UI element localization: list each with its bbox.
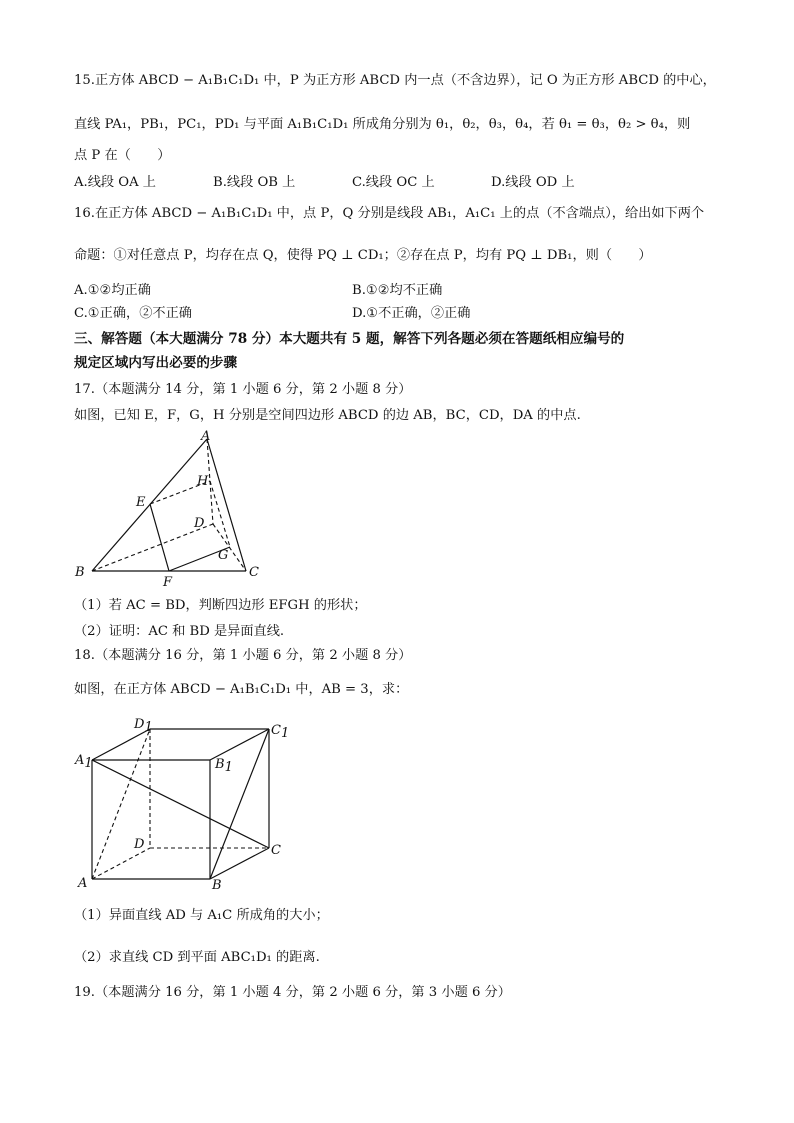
label-d1: D1 [134, 717, 153, 735]
q16-option-c: C.①正确，②不正确 [74, 306, 192, 321]
diagonal-bc1 [210, 729, 269, 879]
q17-part-1: （1）若 AC = BD，判断四边形 EFGH 的形状； [74, 598, 367, 613]
label-d: D [134, 837, 145, 852]
q17-stem: 如图，已知 E，F，G，H 分别是空间四边形 ABCD 的边 AB，BC，CD，DA 的中点. [74, 408, 581, 423]
q18-header: 18.（本题满分 16 分，第 1 小题 6 分，第 2 小题 8 分） [74, 648, 412, 663]
q17-part-2: （2）证明：AC 和 BD 是异面直线. [74, 624, 285, 639]
label-f: F [163, 575, 173, 590]
section-3-heading-cont: 规定区域内写出必要的步骤 [74, 355, 238, 371]
q15-option-b: B.线段 OB 上 [213, 175, 296, 190]
q16-option-a: A.①②均正确 [74, 283, 151, 298]
q16-line-1: 16.在正方体 ABCD − A₁B₁C₁D₁ 中，点 P，Q 分别是线段 AB₁，A₁C₁ 上的点（不含端点），给出如下两个 [74, 206, 705, 221]
q15-option-d: D.线段 OD 上 [491, 175, 575, 190]
label-b: B [75, 565, 85, 580]
label-b: B [212, 878, 222, 893]
q18-stem: 如图，在正方体 ABCD − A₁B₁C₁D₁ 中，AB = 3，求： [74, 682, 409, 697]
q15-line-2: 直线 PA₁，PB₁，PC₁，PD₁ 与平面 A₁B₁C₁D₁ 所成角分别为 θ₁，θ₂，θ₃，θ₄，若 θ₁ = θ₃，θ₂ > θ₄，则 [74, 117, 691, 132]
segment-hg [210, 481, 230, 547]
q15-line-1: 15.正方体 ABCD − A₁B₁C₁D₁ 中，P 为正方形 ABCD 内一点（不含边界），记 O 为正方形 ABCD 的中心， [74, 73, 716, 88]
q17-tetrahedron-figure [70, 428, 270, 590]
edge-a1d1 [92, 729, 150, 760]
diagonal-ad1 [92, 729, 150, 879]
label-c: C [249, 565, 259, 580]
q15-line-3: 点 P 在（ ） [74, 148, 171, 163]
q15-option-c: C.线段 OC 上 [352, 175, 435, 190]
q16-line-2: 命题：①对任意点 P，均存在点 Q，使得 PQ ⊥ CD₁；②存在点 P，均有 PQ ⊥ DB₁，则（ ） [74, 248, 652, 263]
label-a: A [201, 429, 211, 444]
section-3-heading: 三、解答题（本大题满分 78 分）本大题共有 5 题，解答下列各题必须在答题纸相应编号的 [74, 331, 625, 347]
q16-option-d: D.①不正确，②正确 [352, 306, 471, 321]
diagonal-a1c [92, 760, 269, 848]
edge-ad [92, 848, 150, 879]
label-c1: C1 [271, 723, 290, 741]
edge-bd [92, 524, 213, 571]
segment-ef [150, 504, 169, 571]
q18-part-1: （1）异面直线 AD 与 A₁C 所成角的大小； [74, 908, 329, 923]
label-g: G [218, 548, 229, 563]
q15-option-a: A.线段 OA 上 [74, 175, 156, 190]
label-a1: A1 [75, 753, 93, 771]
label-d: D [194, 516, 205, 531]
label-a: A [78, 876, 88, 891]
label-c: C [271, 843, 281, 858]
q18-part-2: （2）求直线 CD 到平面 ABC₁D₁ 的距离. [74, 950, 320, 965]
q18-cube-figure [70, 712, 300, 894]
q16-option-b: B.①②均不正确 [352, 283, 443, 298]
q19-header: 19.（本题满分 16 分，第 1 小题 4 分，第 2 小题 6 分，第 3 小题 6 分） [74, 985, 511, 1000]
q17-header: 17.（本题满分 14 分，第 1 小题 6 分，第 2 小题 8 分） [74, 382, 412, 397]
label-e: E [136, 495, 146, 510]
edge-ab [92, 439, 207, 571]
label-h: H [197, 474, 209, 489]
label-b1: B1 [215, 757, 233, 775]
edge-bc [210, 848, 269, 879]
edge-b1c1 [210, 729, 269, 760]
